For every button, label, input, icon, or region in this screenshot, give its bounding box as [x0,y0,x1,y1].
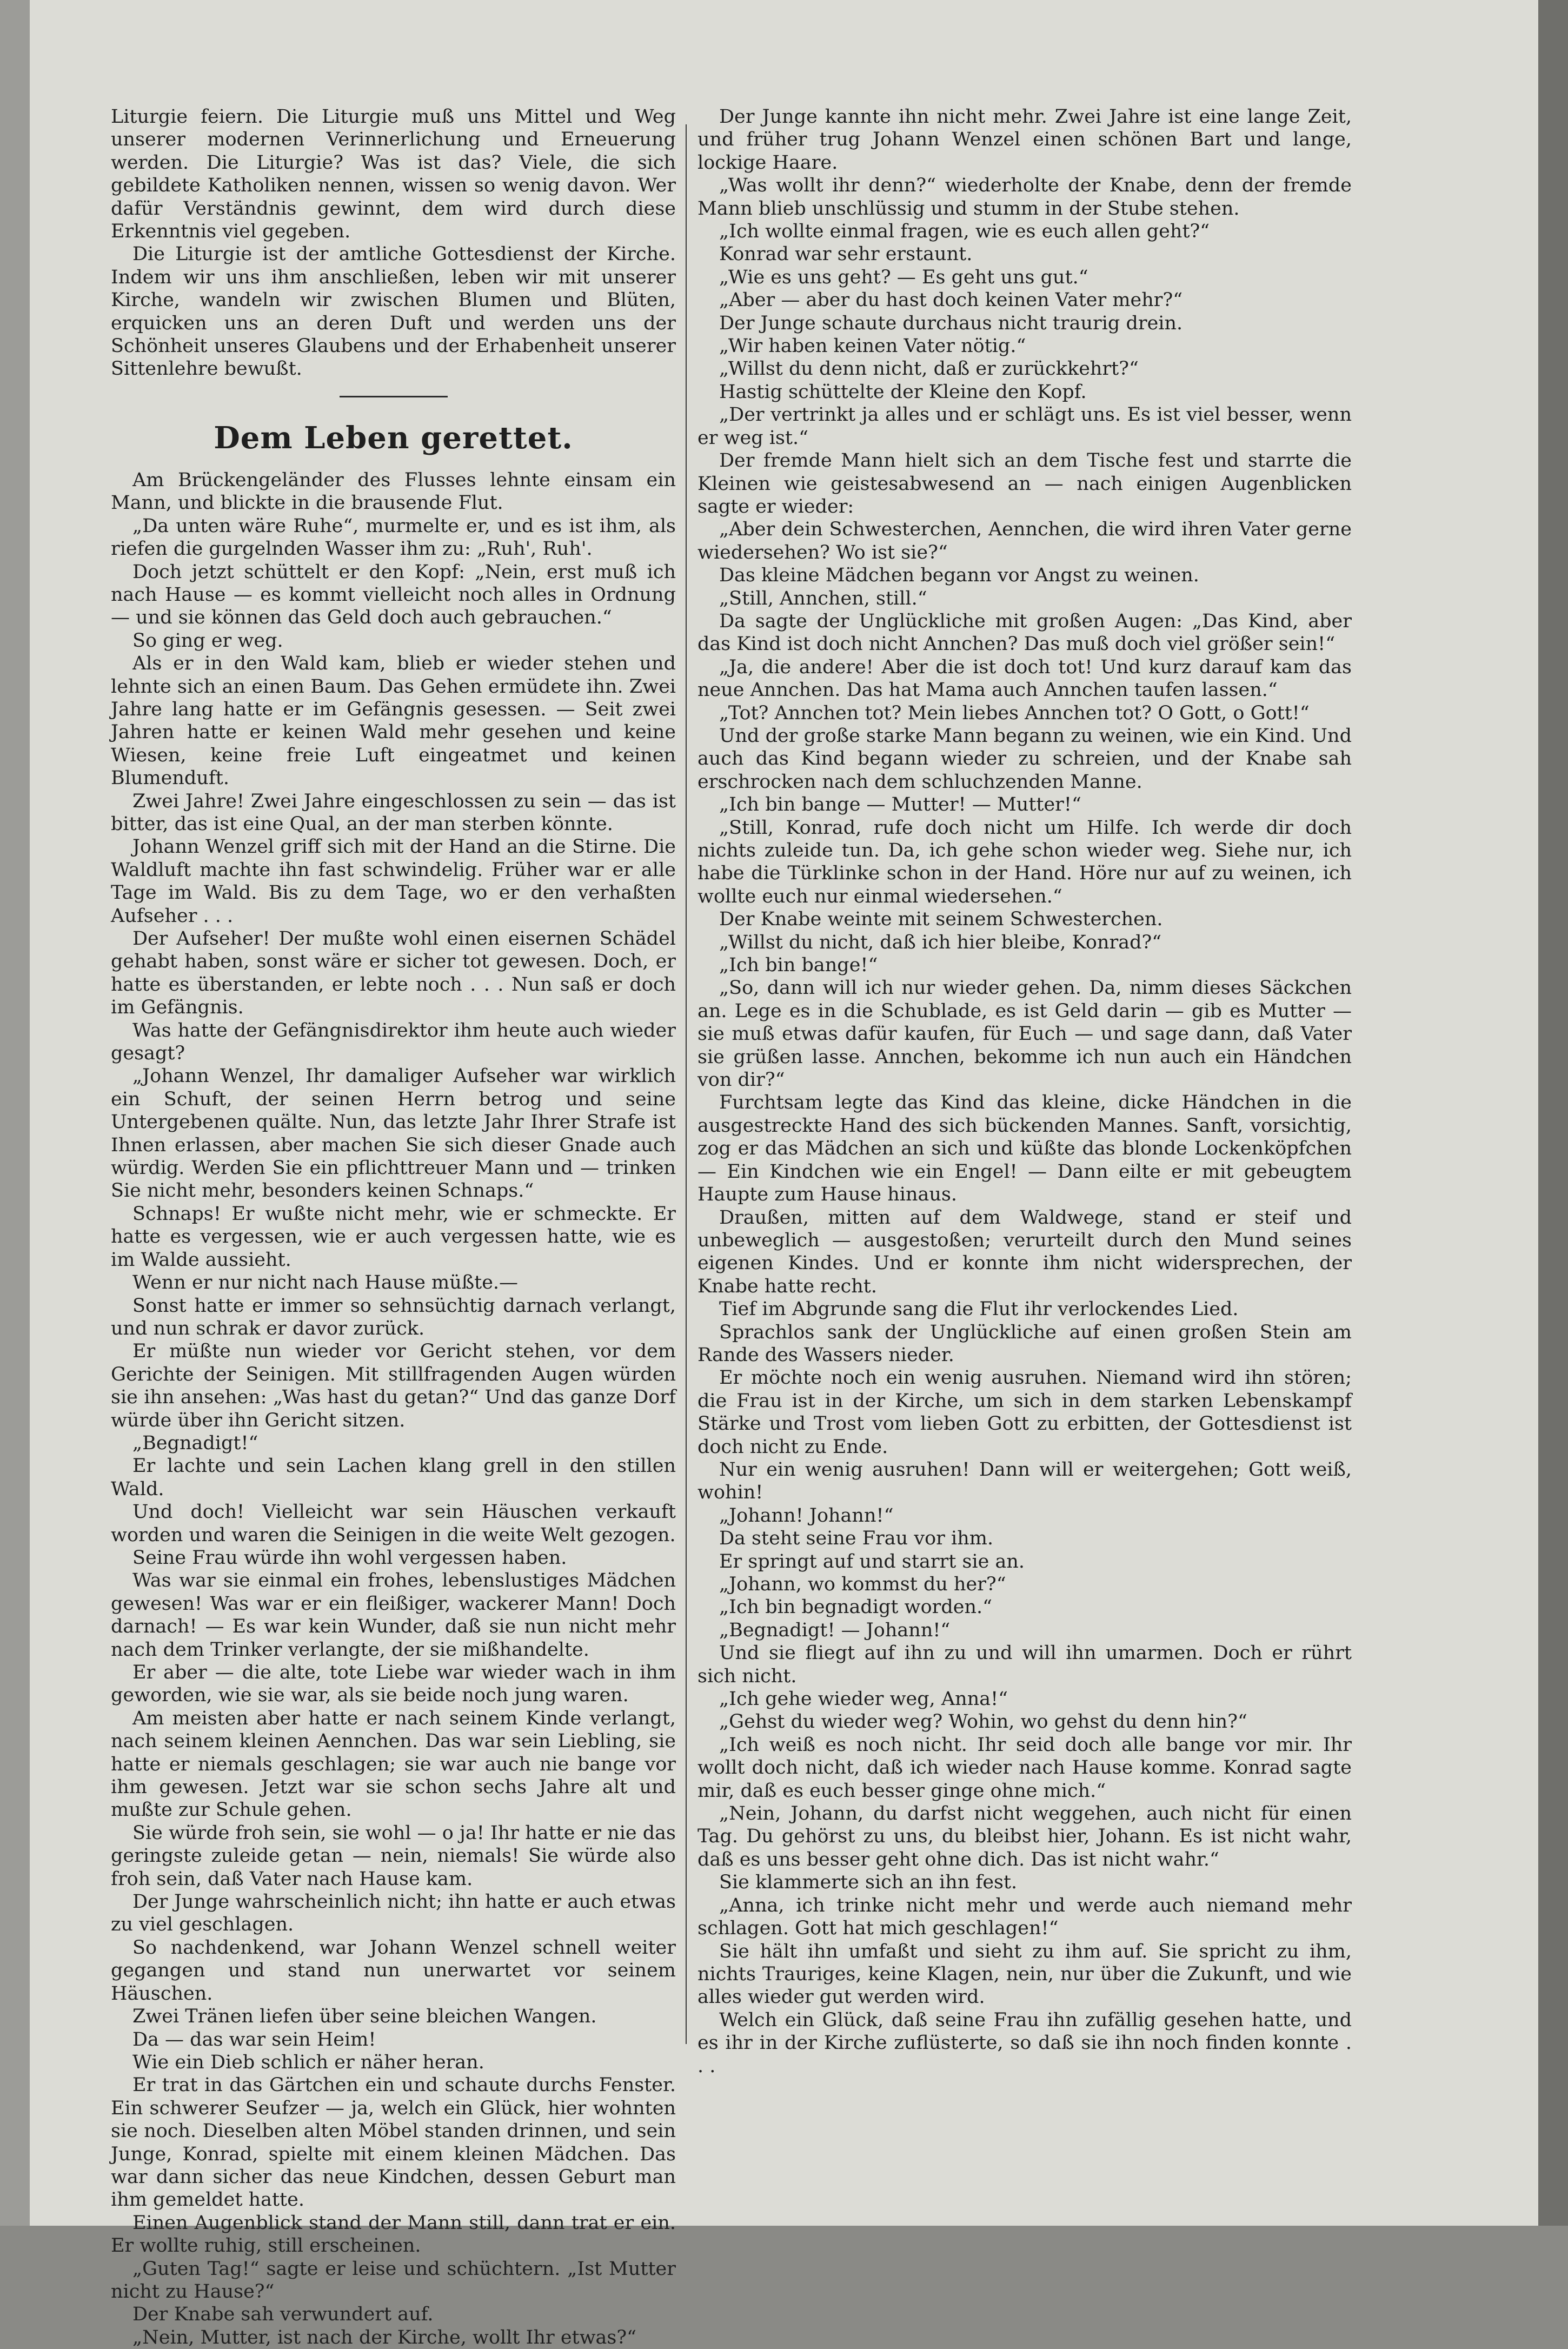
paragraph: Schnaps! Er wußte nicht mehr, wie er schmeckte. Er hatte es vergessen, wie er auch vergessen hatte, wie es im Walde aussieht. [111,1203,676,1271]
scan-left-edge [0,0,30,2226]
paragraph: So nachdenkend, war Johann Wenzel schnell weiter gegangen und stand nun unerwartet vor seinem Häuschen. [111,1936,676,2005]
paragraph: „Ja, die andere! Aber die ist doch tot! Und kurz darauf kam das neue Annchen. Das hat Mama auch Annchen taufen lassen.“ [697,656,1352,701]
paragraph: Da sagte der Unglückliche mit großen Augen: „Das Kind, aber das Kind ist doch nicht Annchen? Das muß doch viel größer sein!“ [697,610,1352,655]
paragraph: „Johann! Johann!“ [719,1504,894,1527]
paragraph: Er möchte noch ein wenig ausruhen. Niemand wird ihn stören; die Frau ist in der Kirche, um sich in dem starken Lebenskampf Stärke und Trost vom lieben Gott zu erbitten, der Gottesdienst ist doch nicht zu Ende. [697,1367,1352,1458]
paragraph: „Ich gehe wieder weg, Anna!“ [719,1688,1008,1710]
paragraph: „Nein, Mutter, ist nach der Kirche, wollt Ihr etwas?“ [132,2326,637,2348]
paragraph: „Begnadigt! — Johann!“ [719,1619,951,1641]
paragraph: Sprachlos sank der Unglückliche auf einen großen Stein am Rande des Wassers nieder. [697,1321,1352,1366]
paragraph: „Ich bin bange!“ [719,954,878,977]
paragraph: Und sie fliegt auf ihn zu und will ihn umarmen. Doch er rührt sich nicht. [697,1642,1352,1687]
paragraph: Welch ein Glück, daß seine Frau ihn zufällig gesehen hatte, und es ihr in der Kirche zuflüsterte, so daß sie ihn noch finden konnte . . . [697,2009,1352,2077]
paragraph: Nur ein wenig ausruhen! Dann will er weitergehen; Gott weiß, wohin! [697,1458,1352,1504]
liturgy-article-end [111,105,676,381]
paragraph: „Johann, wo kommst du her?“ [719,1574,1006,1595]
right-column [697,105,1352,2077]
paragraph: Liturgie feiern. Die Liturgie muß uns Mittel und Weg unserer modernen Verinnerlichung und Erneuerung werden. Die Liturgie? Was ist das? Viele, die sich gebildete Katholiken nennen, wissen so wenig davon. Wer dafür Verständnis gewinnt, dem wird durch diese Erkenntnis viel gegeben. [111,106,676,243]
paragraph: Sonst hatte er immer so sehnsüchtig darnach verlangt, und nun schrak er davor zurück. [111,1295,676,1339]
paragraph: „Johann Wenzel, Ihr damaliger Aufseher war wirklich ein Schuft, der seinen Herrn betrog und seine Untergebenen quälte. Nun, das letzte Jahr Ihrer Strafe ist Ihnen erlassen, aber machen Sie sich dieser Gnade auch würdig. Werden Sie ein pflichttreuer Mann und — trinken Sie nicht mehr, besonders keinen Schnaps.“ [111,1065,676,1202]
paragraph: „Was wollt ihr denn?“ wiederholte der Knabe, denn der fremde Mann blieb unschlüssig und stumm in der Stube stehen. [697,175,1352,220]
paragraph: „Begnadigt!“ [132,1432,258,1454]
paragraph: Er müßte nun wieder vor Gericht stehen, vor dem Gerichte der Seinigen. Mit stillfragenden Augen würden sie ihn ansehen: „Was hast du getan?“ Und das ganze Dorf würde über ihn Gericht sitzen. [111,1341,676,1431]
paragraph: „Nein, Johann, du darfst nicht weggehen, auch nicht für einen Tag. Du gehörst zu uns, du bleibst hier, Johann. Es ist nicht wahr, daß es uns besser geht ohne dich. Das ist nicht wahr.“ [697,1803,1352,1870]
paragraph: Doch jetzt schüttelt er den Kopf: „Nein, erst muß ich nach Hause — es kommt vielleicht noch alles in Ordnung — und sie können das Geld doch auch gebrauchen.“ [111,561,676,629]
paragraph: Der Junge schaute durchaus nicht traurig drein. [719,312,1183,334]
paragraph: Der Junge kannte ihn nicht mehr. Zwei Jahre ist eine lange Zeit, und früher trug Johann Wenzel einen schönen Bart und lange, lockige Haare. [697,106,1352,174]
paragraph: Einen Augenblick stand der Mann still, dann trat er ein. Er wollte ruhig, still erscheinen. [111,2212,676,2257]
paragraph: Der Knabe sah verwundert auf. [132,2304,434,2326]
paragraph: „Willst du denn nicht, daß er zurückkehrt?“ [719,358,1139,380]
paragraph: „Guten Tag!“ sagte er leise und schüchtern. „Ist Mutter nicht zu Hause?“ [111,2258,676,2302]
paragraph: Als er in den Wald kam, blieb er wieder stehen und lehnte sich an einen Baum. Das Gehen ermüdete ihn. Zwei Jahre lang hatte er im Gefängnis gesessen. — Seit zwei Jahren hatte er keinen Wald mehr gesehen und keine Wiesen, keine freie Luft eingeatmet und keinen Blumenduft. [111,653,676,789]
paragraph: „Ich bin bange — Mutter! — Mutter!“ [719,794,1081,816]
paragraph: Der Knabe weinte mit seinem Schwesterchen. [719,908,1163,931]
paragraph: Am meisten aber hatte er nach seinem Kinde verlangt, nach seinem kleinen Aennchen. Das war sein Liebling, sie hatte er niemals geschlagen; sie war auch nie bange vor ihm gewesen. Jetzt war sie schon sechs Jahre alt und mußte zur Schule gehen. [111,1707,676,1821]
paragraph: Sie hält ihn umfaßt und sieht zu ihm auf. Sie spricht zu ihm, nichts Trauriges, keine Klagen, nein, nur über die Zukunft, und wie alles wieder gut werden wird. [697,1940,1352,2008]
story-body-left [111,469,676,2349]
paragraph: Draußen, mitten auf dem Waldwege, stand er steif und unbeweglich — ausgestoßen; verurteilt durch den Mund seines eigenen Kindes. Und er konnte ihm nicht widersprechen, der Knabe hatte recht. [697,1206,1352,1297]
paragraph: „So, dann will ich nur wieder gehen. Da, nimm dieses Säckchen an. Lege es in die Schublade, es ist Geld darin — gib es Mutter — sie muß etwas dafür kaufen, für Euch — und sage dann, daß Vater sie grüßen lasse. Annchen, bekomme ich nun auch ein Händchen von dir?“ [697,977,1352,1091]
paragraph: Seine Frau würde ihn wohl vergessen haben. [132,1547,567,1569]
paragraph: Er trat in das Gärtchen ein und schaute durchs Fenster. Ein schwerer Seufzer — ja, welch ein Glück, hier wohnten sie noch. Dieselben alten Möbel standen drinnen, und sein Junge, Konrad, spielte mit einem kleinen Mädchen. Das war dann sicher das neue Kindchen, dessen Geburt man ihm gemeldet hatte. [111,2074,676,2211]
paragraph: „Ich bin begnadigt worden.“ [719,1596,993,1618]
paragraph: „Willst du nicht, daß ich hier bleibe, Konrad?“ [719,931,1162,953]
paragraph: Der Junge wahrscheinlich nicht; ihn hatte er auch etwas zu viel geschlagen. [111,1891,676,1936]
paragraph: Wie ein Dieb schlich er näher heran. [132,2051,484,2073]
paragraph: Sie klammerte sich an ihn fest. [719,1872,1018,1894]
paragraph: „Aber — aber du hast doch keinen Vater mehr?“ [719,289,1183,311]
story-title: Dem Leben gerettet. [214,420,573,456]
paragraph: Das kleine Mädchen begann vor Angst zu weinen. [719,565,1199,587]
paragraph: Was hatte der Gefängnisdirektor ihm heute auch wieder gesagt? [111,1019,676,1065]
paragraph: „Wie es uns geht? — Es geht uns gut.“ [719,266,1088,288]
paragraph: Er lachte und sein Lachen klang grell in den stillen Wald. [111,1455,676,1500]
paragraph: „Still, Annchen, still.“ [719,587,927,609]
paragraph: Konrad war sehr erstaunt. [719,243,973,266]
paragraph: Da — das war sein Heim! [132,2028,376,2051]
paragraph: Zwei Jahre! Zwei Jahre eingeschlossen zu sein — das ist bitter, das ist eine Qual, an der man sterben könnte. [111,790,676,835]
paragraph: Am Brückengeländer des Flusses lehnte einsam ein Mann, und blickte in die brausende Flut. [111,469,676,514]
paragraph: „Ich wollte einmal fragen, wie es euch allen geht?“ [719,221,1210,243]
section-divider [340,396,448,397]
paragraph: „Wir haben keinen Vater nötig.“ [719,335,1026,357]
paragraph: Sie würde froh sein, sie wohl — o ja! Ihr hatte er nie das geringste zuleide getan — nein, niemals! Sie würde also froh sein, daß Vater nach Hause kam. [111,1822,676,1890]
paragraph: Der Aufseher! Der mußte wohl einen eisernen Schädel gehabt haben, sonst wäre er sicher tot gewesen. Doch, er hatte es überstanden, er lebte noch . . . Nun saß er doch im Gefängnis. [111,928,676,1019]
paragraph: Die Liturgie ist der amtliche Gottesdienst der Kirche. Indem wir uns ihm anschließen, leben wir mit unserer Kirche, wandeln wir zwischen Blumen und Blüten, erquicken uns an deren Duft und werden uns der Schönheit unseres Glaubens und der Erhabenheit unserer Sittenlehre bewußt. [111,243,676,380]
paragraph: „Aber dein Schwesterchen, Aennchen, die wird ihren Vater gerne wiedersehen? Wo ist sie?“ [697,519,1352,563]
paragraph: „Da unten wäre Ruhe“, murmelte er, und es ist ihm, als riefen die gurgelnden Wasser ihm zu: „Ruh', Ruh'. [111,515,676,560]
paragraph: Zwei Tränen liefen über seine bleichen Wangen. [132,2006,597,2028]
paragraph: Tief im Abgrunde sang die Flut ihr verlockendes Lied. [719,1298,1239,1321]
scan-right-edge [1538,0,1568,2226]
paragraph: So ging er weg. [132,629,283,652]
paragraph: Furchtsam legte das Kind das kleine, dicke Händchen in die ausgestreckte Hand des sich bückenden Mannes. Sanft, vorsichtig, zog er das Mädchen an sich und küßte das blonde Lockenköpfchen — Ein Kindchen wie ein Engel! — Dann eilte er mit gebeugtem Haupte zum Hause hinaus. [697,1092,1352,1206]
paragraph: Der fremde Mann hielt sich an dem Tische fest und starrte die Kleinen wie geistesabwesend an — nach einigen Augenblicken sagte er wieder: [697,450,1352,517]
left-column [111,105,676,2348]
paragraph: Wenn er nur nicht nach Hause müßte.— [132,1272,519,1294]
paragraph: Er aber — die alte, tote Liebe war wieder wach in ihm geworden, wie sie war, als sie beide noch jung waren. [111,1662,676,1707]
paragraph: Und der große starke Mann begann zu weinen, wie ein Kind. Und auch das Kind begann wieder zu schreien, und der Knabe sah erschrocken nach dem schluchzenden Manne. [697,725,1352,793]
paragraph: Er springt auf und starrt sie an. [719,1550,1025,1572]
paragraph: „Anna, ich trinke nicht mehr und werde auch niemand mehr schlagen. Gott hat mich geschlagen!“ [697,1894,1352,1940]
story-body-right [697,105,1352,2078]
paragraph: „Tot? Annchen tot? Mein liebes Annchen tot? O Gott, o Gott!“ [719,702,1310,724]
paragraph: „Gehst du wieder weg? Wohin, wo gehst du denn hin?“ [719,1711,1247,1733]
paragraph: „Still, Konrad, rufe doch nicht um Hilfe. Ich werde dir doch nichts zuleide tun. Da, ich gehe schon wieder weg. Siehe nur, ich habe die Türklinke schon in der Hand. Höre nur auf zu weinen, ich wollte euch nur einmal wiedersehen.“ [697,817,1352,907]
paragraph: Johann Wenzel griff sich mit der Hand an die Stirne. Die Waldluft machte ihn fast schwindelig. Früher war er alle Tage im Wald. Bis zu dem Tage, wo er den verhaßten Aufseher . . . [111,836,676,927]
paragraph: Was war sie einmal ein frohes, lebenslustiges Mädchen gewesen! Was war er ein fleißiger, wackerer Mann! Doch darnach! — Es war kein Wunder, daß sie nun nicht mehr nach dem Trinker verlangte, der sie mißhandelte. [111,1570,676,1661]
column-rule [686,124,687,2044]
paragraph: Da steht seine Frau vor ihm. [719,1528,994,1550]
paragraph: Hastig schüttelte der Kleine den Kopf. [719,381,1087,403]
paragraph: „Der vertrinkt ja alles und er schlägt uns. Es ist viel besser, wenn er weg ist.“ [697,404,1352,449]
paragraph: Und doch! Vielleicht war sein Häuschen verkauft worden und waren die Seinigen in die weite Welt gezogen. [111,1501,676,1546]
paragraph: „Ich weiß es noch nicht. Ihr seid doch alle bange vor mir. Ihr wollt doch nicht, daß ich wieder nach Hause komme. Konrad sagte mir, daß es euch besser ginge ohne mich.“ [697,1734,1352,1802]
